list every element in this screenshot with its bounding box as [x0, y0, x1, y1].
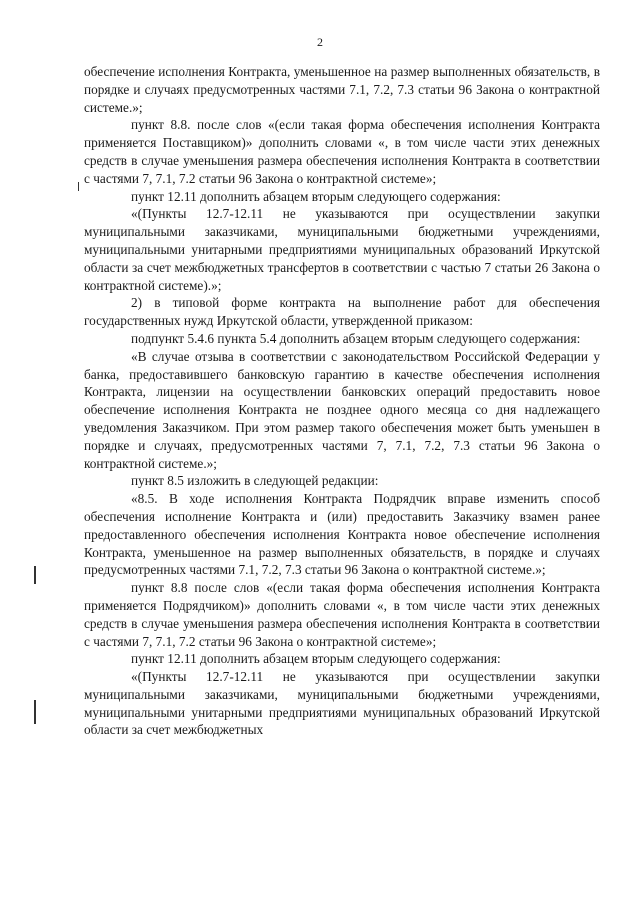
scan-mark [34, 700, 36, 724]
paragraph: «(Пункты 12.7-12.11 не указываются при осуществлении закупки муниципальными заказчиками, муниципальными бюджетными учреждениями, муниципальными унитарными предприятиями муниципальных образований Иркутской области за счет межбюджетных трансфертов в соответствии с частью 7 статьи 26 Закона о контрактной системе).»; [84, 206, 600, 293]
paragraph: пункт 12.11 дополнить абзацем вторым следующего содержания: [131, 651, 501, 667]
paragraph: 2) в типовой форме контракта на выполнение работ для обеспечения государственных нужд Иркутской области, утвержденной приказом: [84, 295, 600, 329]
paragraph: обеспечение исполнения Контракта, уменьшенное на размер выполненных обязательств, в порядке и случаях предусмотренных частями 7.1, 7.2, 7.3 статьи 96 Закона о контрактной системе.»; [84, 64, 600, 115]
paragraph: пункт 8.8 после слов «(если такая форма обеспечения исполнения Контракта применяется Подрядчиком)» дополнить словами «, в том числе части этих денежных средств в случае уменьшения размера обеспечения исполнения Контракта в соответствии с частями 7, 7.1, 7.2 статьи 96 Закона о контрактной системе»; [84, 580, 600, 649]
paragraph: пункт 12.11 дополнить абзацем вторым следующего содержания: [131, 188, 501, 204]
scan-mark [34, 566, 36, 584]
paragraph: «(Пункты 12.7-12.11 не указываются при осуществлении закупки муниципальными заказчиками, муниципальными бюджетными учреждениями, муниципальными унитарными предприятиями муниципальных образований Иркутской области за счет межбюджетных [84, 669, 600, 738]
scan-mark [78, 182, 79, 191]
paragraph: пункт 8.8. после слов «(если такая форма обеспечения исполнения Контракта применяется Поставщиком)» дополнить словами «, в том числе части этих денежных средств в случае уменьшения размера обеспечения исполнения Контракта в соответствии с частями 7, 7.1, 7.2 статьи 96 Закона о контрактной системе»; [84, 117, 600, 186]
paragraph: подпункт 5.4.6 пункта 5.4 дополнить абзацем вторым следующего содержания: [131, 330, 581, 346]
paragraph: «8.5. В ходе исполнения Контракта Подрядчик вправе изменить способ обеспечения исполнение Контракта и (или) предоставить Заказчику взамен ранее предоставленного обеспечения исполнения Контракта новое обеспечение исполнения Контракта, уменьшенное на размер выполненных обязательств, в порядке и случаях предусмотренных частями 7.1, 7.2, 7.3 статьи 96 Закона о контрактной системе.»; [84, 491, 600, 578]
paragraph: пункт 8.5 изложить в следующей редакции: [131, 473, 379, 489]
document-body [84, 63, 600, 739]
page-number: 2 [317, 35, 323, 49]
paragraph: «В случае отзыва в соответствии с законодательством Российской Федерации у банка, предоставившего банковскую гарантию в качестве обеспечения исполнения Контракта, лицензии на осуществлении банковских операций предоставить новое обеспечение исполнения Контракта не позднее одного месяца со дня надлежащего уведомления Заказчиком. При этом размер такого обеспечения может быть уменьшен в порядке и случаях, предусмотренных частями 7, 7.1, 7.2, 7.3 статьи 96 Закона о контрактной системе.»; [84, 348, 600, 471]
